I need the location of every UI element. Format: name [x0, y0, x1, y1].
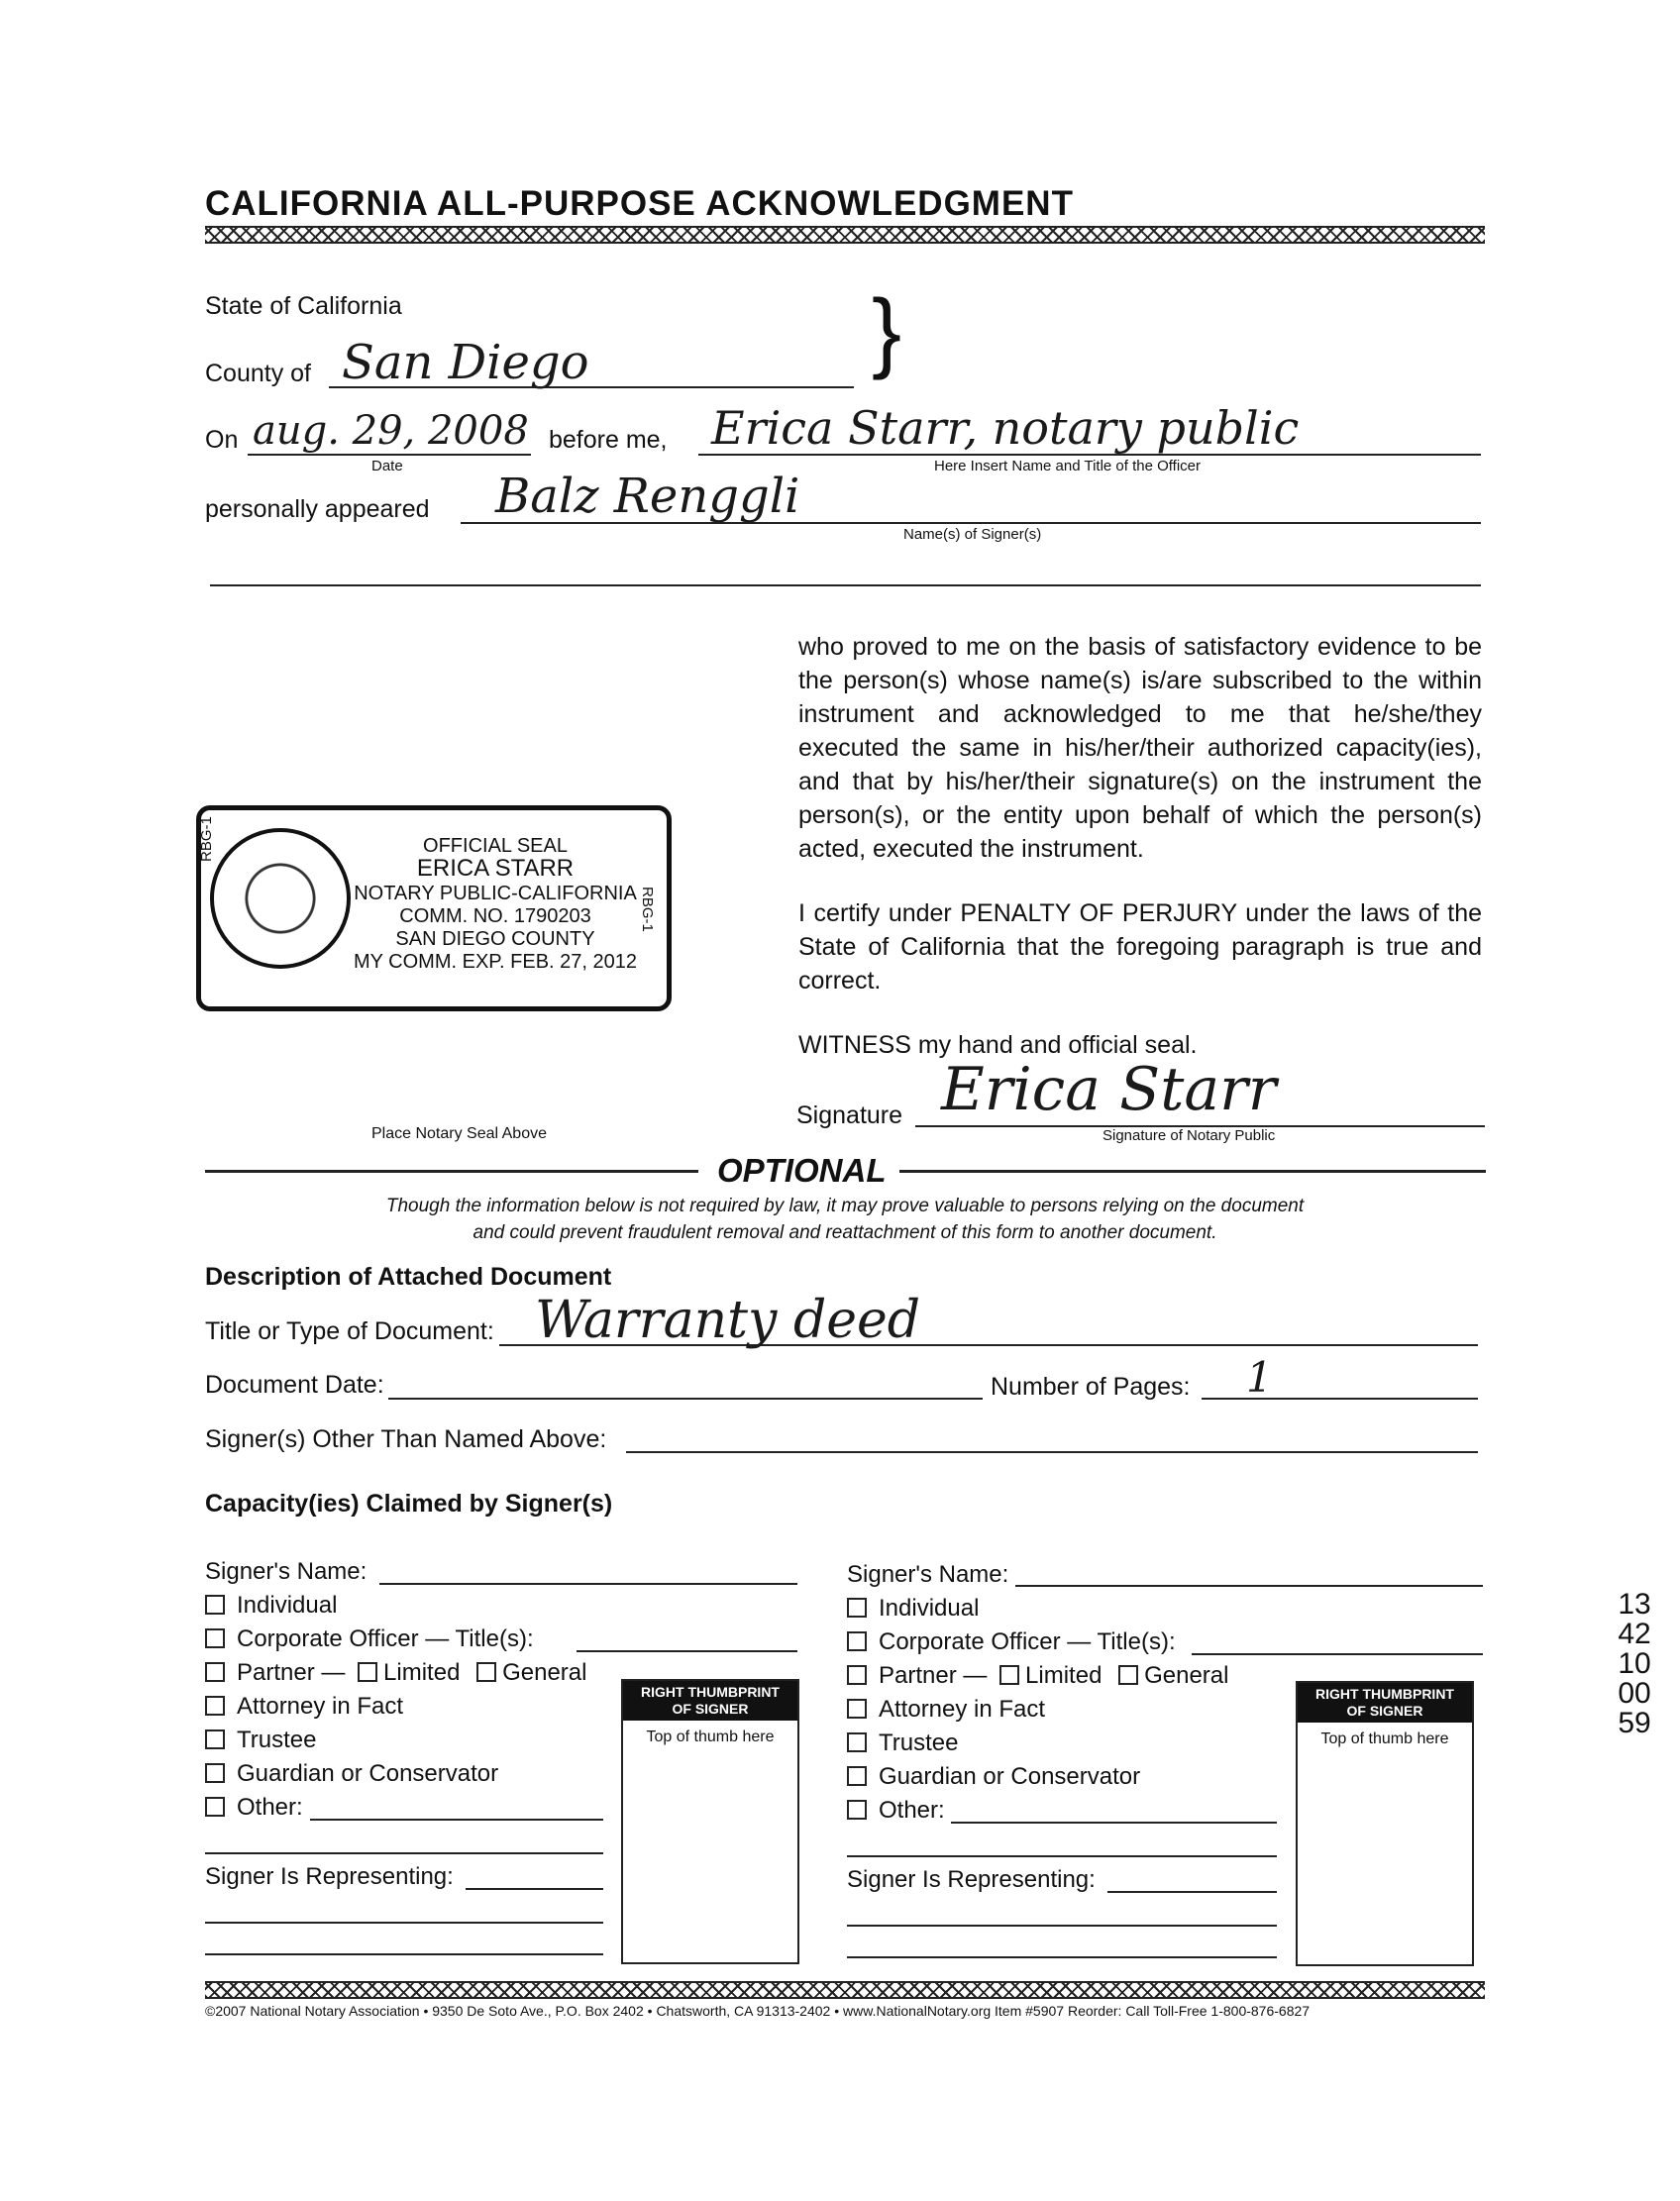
witness-text: WITNESS my hand and official seal.: [798, 1031, 1198, 1059]
officer-caption: Here Insert Name and Title of the Officer: [934, 458, 1202, 474]
checkbox[interactable]: [1118, 1665, 1138, 1685]
seal-side-code-left: RBG-1: [198, 816, 215, 862]
left-other[interactable]: Other:: [205, 1794, 303, 1822]
optional-heading: OPTIONAL: [717, 1152, 887, 1189]
perjury-paragraph: I certify under PENALTY OF PERJURY under the laws of the State of California that the foregoing paragraph is true and correct.: [798, 899, 1482, 995]
checkbox[interactable]: [205, 1662, 225, 1682]
checkbox[interactable]: [847, 1598, 867, 1618]
optional-note-2: and could prevent fraudulent removal and reattachment of this form to another document.: [472, 1222, 1217, 1243]
notary-signature[interactable]: Erica Starr: [941, 1055, 1277, 1124]
checkbox[interactable]: [205, 1595, 225, 1615]
on-label: On: [205, 426, 239, 454]
date-line: [248, 454, 531, 456]
officer-value[interactable]: Erica Starr, notary public: [711, 401, 1300, 455]
right-other-line-2[interactable]: [847, 1855, 1277, 1857]
checkbox[interactable]: [205, 1729, 225, 1749]
date-caption: Date: [371, 458, 403, 474]
optional-rule-right: [899, 1170, 1486, 1173]
appeared-label: personally appeared: [205, 495, 430, 523]
left-attorney[interactable]: Attorney in Fact: [205, 1693, 403, 1721]
checkbox[interactable]: [847, 1800, 867, 1820]
right-other[interactable]: Other:: [847, 1797, 945, 1825]
optional-note-1: Though the information below is not required by law, it may prove valuable to persons relying on the document: [385, 1196, 1305, 1216]
right-representing-line-3[interactable]: [847, 1956, 1277, 1958]
left-other-line-2[interactable]: [205, 1852, 603, 1854]
left-partner[interactable]: Partner — Limited General: [205, 1659, 586, 1687]
date-value[interactable]: aug. 29, 2008: [253, 408, 529, 454]
seal-line-3: NOTARY PUBLIC-CALIFORNIA: [354, 883, 637, 904]
left-trustee[interactable]: Trustee: [205, 1727, 316, 1754]
signature-label: Signature: [796, 1101, 903, 1129]
seal-line-1: OFFICIAL SEAL: [423, 835, 568, 857]
county-value[interactable]: San Diego: [342, 335, 589, 390]
checkbox[interactable]: [205, 1797, 225, 1817]
footer-text: ©2007 National Notary Association • 9350 De Soto Ave., P.O. Box 2402 • Chatsworth, CA 91313-2402 • www.NationalNotary.org Item #5907 Reorder: Call Toll-Free 1-800-876-6827: [205, 2003, 1311, 2019]
thumbprint-subcaption: Top of thumb here: [1320, 1730, 1449, 1747]
left-corporate-title-line[interactable]: [577, 1650, 797, 1652]
checkbox[interactable]: [205, 1763, 225, 1783]
pages-value[interactable]: 1: [1246, 1353, 1273, 1402]
right-corporate-title-line[interactable]: [1192, 1653, 1483, 1655]
right-representing-line[interactable]: [1107, 1891, 1277, 1893]
checkbox[interactable]: [847, 1631, 867, 1651]
decorative-border-top: [205, 226, 1485, 244]
checkbox[interactable]: [205, 1628, 225, 1648]
seal-side-code-right: RBG-1: [639, 887, 656, 932]
right-representing-line-2[interactable]: [847, 1925, 1277, 1927]
right-representing-label: Signer Is Representing:: [847, 1866, 1096, 1893]
thumbprint-header: RIGHT THUMBPRINT OF SIGNER: [1298, 1683, 1472, 1723]
left-signer-name-line[interactable]: [379, 1583, 797, 1585]
right-corporate-officer[interactable]: Corporate Officer — Title(s):: [847, 1628, 1176, 1656]
seal-line-5: SAN DIEGO COUNTY: [395, 928, 595, 950]
left-representing-line[interactable]: [466, 1888, 603, 1890]
checkbox[interactable]: [847, 1732, 867, 1752]
right-guardian[interactable]: Guardian or Conservator: [847, 1763, 1140, 1791]
signer-caption: Name(s) of Signer(s): [903, 526, 1042, 543]
doc-date-label: Document Date:: [205, 1371, 384, 1399]
right-partner[interactable]: Partner — Limited General: [847, 1662, 1228, 1690]
checkbox[interactable]: [999, 1665, 1019, 1685]
seal-caption: Place Notary Seal Above: [371, 1125, 547, 1142]
capacities-heading: Capacity(ies) Claimed by Signer(s): [205, 1490, 613, 1518]
county-label: County of: [205, 360, 312, 387]
doc-date-line: [388, 1398, 983, 1400]
before-me-label: before me,: [549, 426, 668, 454]
thumbprint-subcaption: Top of thumb here: [646, 1729, 775, 1745]
seal-line-2: ERICA STARR: [416, 855, 575, 882]
description-heading: Description of Attached Document: [205, 1263, 612, 1291]
right-attorney[interactable]: Attorney in Fact: [847, 1696, 1045, 1724]
right-trustee[interactable]: Trustee: [847, 1729, 958, 1757]
left-representing-label: Signer Is Representing:: [205, 1863, 454, 1890]
left-thumbprint-box: [621, 1679, 799, 1964]
side-document-number: 1342100059: [1618, 1588, 1651, 1739]
right-thumbprint-box: [1296, 1681, 1474, 1966]
checkbox[interactable]: [847, 1665, 867, 1685]
form-title: CALIFORNIA ALL-PURPOSE ACKNOWLEDGMENT: [205, 184, 1074, 223]
doc-title-label: Title or Type of Document:: [205, 1317, 494, 1345]
checkbox[interactable]: [847, 1699, 867, 1719]
optional-rule-left: [205, 1170, 698, 1173]
checkbox[interactable]: [358, 1662, 377, 1682]
right-signer-name-line[interactable]: [1015, 1585, 1483, 1587]
left-corporate-officer[interactable]: Corporate Officer — Title(s):: [205, 1625, 534, 1653]
left-individual[interactable]: Individual: [205, 1592, 337, 1620]
other-signers-label: Signer(s) Other Than Named Above:: [205, 1425, 607, 1453]
checkbox[interactable]: [847, 1766, 867, 1786]
left-signer-name-label: Signer's Name:: [205, 1558, 368, 1585]
seal-line-6: MY COMM. EXP. FEB. 27, 2012: [353, 951, 638, 973]
signature-caption: Signature of Notary Public: [1102, 1127, 1276, 1144]
state-seal-emblem: [210, 828, 351, 969]
decorative-border-bottom: [205, 1981, 1485, 1999]
left-representing-line-2[interactable]: [205, 1922, 603, 1924]
other-signers-line: [626, 1451, 1478, 1453]
pages-label: Number of Pages:: [991, 1373, 1191, 1401]
acknowledgment-paragraph: who proved to me on the basis of satisfactory evidence to be the person(s) whose name(s) is/are subscribed to the within instrument and acknowledged to me that he/she/they executed the same in his/her/their authorized capacity(ies), and that by his/her/their signature(s) on the instrument the person(s), or the entity upon behalf of which the person(s) acted, executed the instrument.: [798, 633, 1482, 863]
state-label: State of California: [205, 292, 402, 320]
venue-brace: }: [872, 282, 902, 381]
right-signer-name-label: Signer's Name:: [847, 1561, 1009, 1588]
checkbox[interactable]: [205, 1696, 225, 1716]
left-representing-line-3[interactable]: [205, 1953, 603, 1955]
left-guardian[interactable]: Guardian or Conservator: [205, 1760, 498, 1788]
signer-value[interactable]: Balz Renggli: [495, 469, 800, 524]
checkbox[interactable]: [476, 1662, 496, 1682]
signer-extra-line: [210, 584, 1481, 586]
right-other-line[interactable]: [951, 1822, 1277, 1824]
seal-line-4: COMM. NO. 1790203: [399, 905, 591, 927]
doc-title-value[interactable]: Warranty deed: [535, 1291, 921, 1350]
right-individual[interactable]: Individual: [847, 1595, 979, 1623]
pages-line: [1202, 1398, 1478, 1400]
left-other-line[interactable]: [310, 1819, 603, 1821]
thumbprint-header: RIGHT THUMBPRINT OF SIGNER: [623, 1681, 797, 1721]
